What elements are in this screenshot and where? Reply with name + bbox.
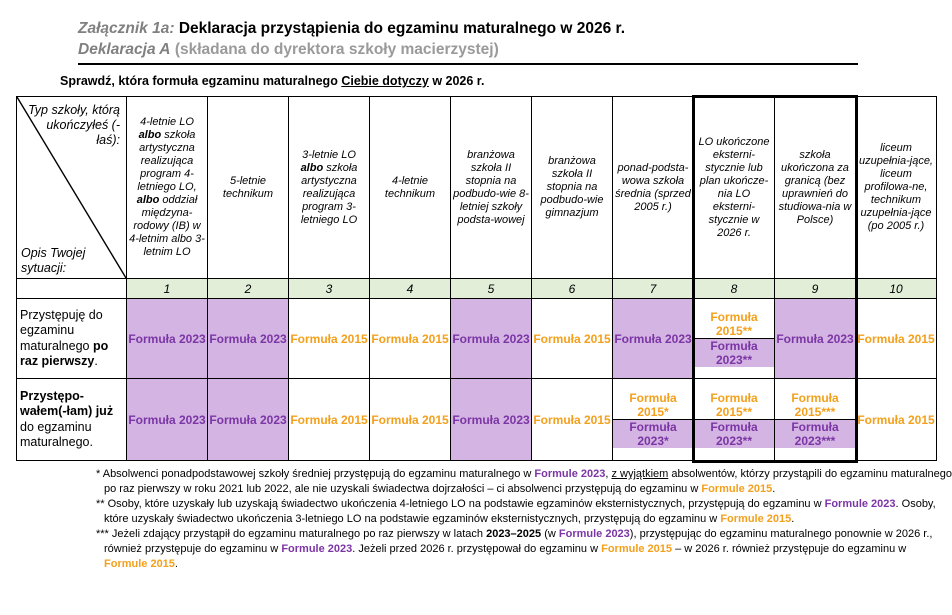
table-row	[17, 299, 937, 379]
column-header-6	[532, 97, 613, 279]
column-header-9	[775, 97, 856, 279]
header-text: 5-letnie technikum	[222, 174, 274, 200]
corner-top-label: Typ szkoły, którą ukończyłeś (-łaś):	[28, 103, 120, 147]
document-title: Deklaracja przystąpienia do egzaminu maturalnego w 2026 r.	[178, 20, 626, 37]
instruction-line	[0, 65, 952, 96]
declaration-note-open: (składana do	[174, 41, 274, 58]
formula-value: Formuła 2023	[614, 331, 692, 346]
footnote-text: z wyjątkiem	[611, 468, 669, 480]
formula-value: Formuła 2015	[857, 331, 935, 346]
formula-cell-r2-c5	[451, 379, 532, 461]
footnote-text: Formule 2023	[824, 498, 896, 511]
column-header-10	[856, 97, 937, 279]
table-corner-cell	[17, 97, 127, 279]
formula-cell-r2-c9	[775, 379, 856, 461]
formula-value: Formuła 2015	[533, 412, 611, 427]
column-number-5: 5	[451, 279, 532, 299]
number-row-corner	[17, 279, 127, 299]
formula-cell-r2-c2	[208, 379, 289, 461]
footnote-text: – w 2026 r. również przystępuje do egzaminu w	[672, 542, 907, 555]
footnote-2	[96, 497, 952, 526]
formula-value: Formuła 2023	[209, 331, 287, 346]
formula-cell-r2-c10	[856, 379, 937, 461]
header-text: szkoła ukończona za granicą (bez uprawnień do studiowa-nia w Polsce)	[778, 148, 852, 226]
row-label-text: .	[94, 354, 98, 368]
formula-value: Formuła 2023***	[775, 420, 855, 448]
header-text: branżowa szkoła II stopnia na podbudo-wie 8-letniej szkoły podsta-wowej	[453, 148, 529, 226]
formula-cell-r1-c10	[856, 299, 937, 379]
formula-cell-r2-c4	[370, 379, 451, 461]
column-number-3: 3	[289, 279, 370, 299]
column-header-5	[451, 97, 532, 279]
formula-cell-r1-c5	[451, 299, 532, 379]
footnote-marker: **	[96, 498, 105, 511]
header-text: 4-letnie LO	[140, 116, 194, 128]
header-text: oddział międzyna-rodowy (IB) w 4-letnim albo 3-letnim LO	[129, 194, 205, 258]
formula-value: Formuła 2023	[452, 412, 530, 427]
row-label-text: do egzaminu maturalnego.	[20, 419, 93, 449]
instruction-emphasis: Ciebie dotyczy	[341, 74, 429, 88]
footnote-marker: ***	[96, 528, 109, 541]
formula-cell-r2-c6	[532, 379, 613, 461]
footnote-text: Formule 2023	[281, 542, 353, 555]
row-label-2	[17, 379, 127, 461]
formula-value: Formuła 2023	[128, 412, 206, 427]
footnote-text: Formule 2015	[104, 557, 175, 570]
header-emphasis: albo	[300, 161, 324, 174]
footnote-text: Osoby, które uzyskały lub uzyskają świadectwo ukończenia 4-letniego LO na podstawie egzaminów eksternistycznych, przystępują do egzaminu w	[104, 498, 825, 511]
formula-value: Formuła 2015**	[694, 310, 774, 339]
attachment-label: Załącznik 1a:	[78, 20, 175, 37]
header-text: szkoła artystyczna realizująca program 4-letniego LO,	[137, 129, 197, 193]
row-label-1	[17, 299, 127, 379]
footnote-text: (w	[541, 528, 559, 541]
column-number-2: 2	[208, 279, 289, 299]
row-label-emphasis: po raz pierwszy	[20, 338, 109, 368]
footnote-text: 2023–2025	[486, 528, 542, 541]
footnote-text: . Osoby, które uzyskały świadectwo ukończenia 3-letniego LO na podstawie egzaminów eksternistycznych, przystępują do egzaminu w	[104, 498, 936, 525]
instruction-pre: Sprawdź, która formuła egzaminu maturalnego	[60, 74, 342, 88]
formula-value: Formuła 2015	[290, 331, 368, 346]
formula-value: Formuła 2015	[371, 412, 449, 427]
formula-value: Formuła 2023*	[613, 420, 693, 448]
formula-cell-r2-c1	[127, 379, 208, 461]
declaration-note-bold: dyrektora szkoły macierzystej	[273, 41, 494, 58]
formula-value: Formuła 2015	[371, 331, 449, 346]
formula-cell-r1-c2	[208, 299, 289, 379]
formula-value: Formuła 2023	[128, 331, 206, 346]
formula-value: Formuła 2023	[209, 412, 287, 427]
column-number-row	[17, 279, 937, 299]
column-number-9: 9	[775, 279, 856, 299]
formula-cell-r1-c3	[289, 299, 370, 379]
formula-value: Formuła 2023	[452, 331, 530, 346]
header-declaration-line	[78, 39, 952, 60]
formula-cell-r1-c8	[694, 299, 775, 379]
formula-cell-r2-c8	[694, 379, 775, 461]
formula-value: Formuła 2023	[776, 331, 854, 346]
footnote-marker: *	[96, 468, 101, 480]
footnote-text: ,	[605, 468, 612, 480]
header-emphasis: albo	[136, 194, 160, 206]
footnote-text: Formule 2023	[534, 468, 606, 480]
table-header-row	[17, 97, 937, 279]
row-label-text: Przystępuję do egzaminu maturalnego	[20, 307, 103, 353]
declaration-label: Deklaracja A	[78, 41, 171, 58]
formula-cell-r1-c4	[370, 299, 451, 379]
formula-value: Formuła 2015	[533, 331, 611, 346]
header-title-line	[78, 18, 952, 39]
column-number-10: 10	[856, 279, 937, 299]
column-number-1: 1	[127, 279, 208, 299]
footnote-text: Formule 2015	[701, 482, 773, 495]
column-number-6: 6	[532, 279, 613, 299]
formula-value: Formuła 2023**	[694, 339, 774, 367]
formula-cell-r1-c9	[775, 299, 856, 379]
formula-value: Formuła 2015***	[775, 391, 855, 420]
column-header-8	[694, 97, 775, 279]
formula-cell-r1-c6	[532, 299, 613, 379]
footnote-text: absolwentów, którzy przystąpili do egzaminu maturalnego po raz pierwszy w roku 2021 lub 2022, ale nie uzyskali świadectwa dojrzałości – ci absolwenci przystępują do egzaminu w	[104, 468, 952, 495]
footnote-text: Jeżeli zdający przystąpił do egzaminu maturalnego po raz pierwszy w latach	[108, 528, 487, 541]
footnote-text: Formule 2015	[601, 542, 673, 555]
row-label-emphasis: Przystępo-wałem(-łam) już	[20, 388, 114, 418]
formula-value: Formuła 2023**	[694, 420, 774, 448]
declaration-note	[175, 41, 499, 58]
formula-cell-r2-c7	[613, 379, 694, 461]
footnote-1	[96, 467, 952, 496]
table-row	[17, 379, 937, 461]
header-emphasis: albo	[138, 129, 162, 141]
header-text: branżowa szkoła II stopnia na podbudo-wie gimnazjum	[540, 155, 604, 219]
column-number-7: 7	[613, 279, 694, 299]
corner-bottom-label: Opis Twojej sytuacji:	[21, 246, 86, 275]
formula-value: Formuła 2015	[290, 412, 368, 427]
footnote-text: . Jeżeli przed 2026 r. przystępował do egzaminu w	[352, 542, 602, 555]
formula-table-wrapper	[16, 96, 937, 461]
header-text: 3-letnie LO	[302, 148, 356, 161]
formula-cell-r1-c1	[127, 299, 208, 379]
formula-value: Formuła 2015**	[694, 391, 774, 420]
footnote-text: Formule 2023	[558, 528, 630, 541]
footnote-text: ), przystępując do egzaminu maturalnego ponownie w 2026 r., również przystępuje do egzaminu w	[104, 528, 933, 555]
footnotes	[96, 467, 952, 571]
column-header-4	[370, 97, 451, 279]
footnote-text: .	[772, 482, 776, 495]
column-header-7	[613, 97, 694, 279]
header-text: ponad-podsta-wowa szkoła średnia (sprzed 2005 r.)	[615, 161, 691, 213]
instruction-post: w 2026 r.	[428, 74, 485, 88]
formula-cell-r1-c7	[613, 299, 694, 379]
column-header-1	[127, 97, 208, 279]
header-text: szkoła artystyczna realizująca program 3-letniego LO	[300, 161, 358, 226]
formula-table	[16, 96, 937, 461]
declaration-note-close: )	[493, 41, 499, 58]
formula-cell-r2-c3	[289, 379, 370, 461]
column-number-8: 8	[694, 279, 775, 299]
footnote-text: .	[174, 557, 178, 570]
formula-value: Formuła 2015*	[613, 391, 693, 420]
header-text: liceum uzupełnia-jące, liceum profilowa-ne, technikum uzupełnia-jące (po 2005 r.)	[859, 142, 933, 232]
footnote-text: Formule 2015	[720, 512, 792, 525]
header-text: 4-letnie technikum	[384, 174, 436, 200]
formula-value: Formuła 2015	[857, 412, 935, 427]
column-header-2	[208, 97, 289, 279]
column-header-3	[289, 97, 370, 279]
column-number-4: 4	[370, 279, 451, 299]
document-header	[0, 0, 952, 60]
header-text: LO ukończone eksterni-stycznie lub plan ukończe-nia LO eksterni-stycznie w 2026 r.	[698, 135, 770, 239]
footnote-text: .	[791, 512, 795, 525]
footnote-3	[96, 527, 952, 571]
footnote-text: Absolwenci ponadpodstawowej szkoły średniej przystępują do egzaminu maturalnego w	[100, 468, 535, 480]
